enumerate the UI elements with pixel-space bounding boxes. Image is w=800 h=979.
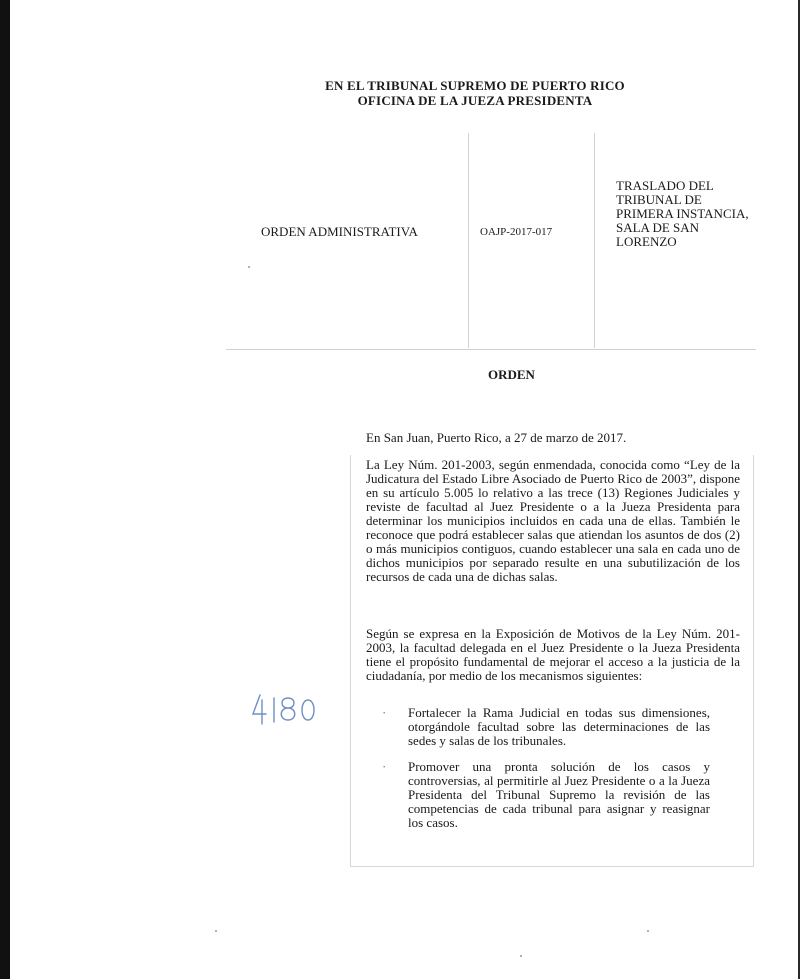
handwriting-drawing — [250, 690, 330, 730]
paragraph-2: Según se expresa en la Exposición de Motivos de la Ley Núm. 201-2003, la facultad delegada en el Juez Presidente o la Jueza Presidenta tiene el propósito fundamental de mejorar el acceso a la justicia de la ciudadanía, por medio de los mecanismos siguientes: — [366, 626, 740, 683]
caption-rule-1 — [468, 133, 469, 348]
caption-rule-2 — [594, 133, 595, 348]
order-subject — [616, 179, 749, 249]
list-item-text: Promover una pronta solución de los casos y controversias, al permitirle al Juez Presidente o a la Jueza Presidenta del Tribunal Supremo la revisión de las competencias de cada tribunal para asignar y reasignar los casos. — [408, 759, 710, 830]
scan-speck — [647, 930, 649, 932]
subject-line: SALA DE SAN — [616, 220, 700, 235]
body-bottom-rule — [350, 866, 754, 867]
body-left-rule — [350, 455, 351, 867]
subject-line: LORENZO — [616, 234, 677, 249]
subject-line: TRIBUNAL DE — [616, 192, 702, 207]
scan-speck — [215, 930, 217, 932]
scan-border-left — [0, 0, 10, 979]
date-line: En San Juan, Puerto Rico, a 27 de marzo de 2017. — [366, 430, 627, 445]
order-number: OAJP-2017-017 — [480, 226, 553, 238]
mechanisms-list — [382, 706, 710, 842]
list-item — [382, 706, 710, 748]
order-type: ORDEN ADMINISTRATIVA — [261, 224, 418, 239]
subject-line: PRIMERA INSTANCIA, — [616, 206, 749, 221]
scan-speck — [248, 266, 250, 268]
list-item-text: Fortalecer la Rama Judicial en todas sus dimensiones, otorgándole facultad sobre las determinaciones de las sedes y salas de los tribunales. — [408, 705, 710, 748]
office-name: OFICINA DE LA JUEZA PRESIDENTA — [357, 93, 593, 108]
document-header — [300, 78, 650, 108]
handwritten-number — [250, 690, 330, 735]
list-item — [382, 760, 710, 830]
body-right-rule — [753, 455, 754, 867]
order-title: ORDEN — [488, 367, 535, 382]
paragraph-1: La Ley Núm. 201-2003, según enmendada, conocida como “Ley de la Judicatura del Estado Libre Asociado de Puerto Rico de 2003”, dispone en su artículo 5.005 lo relativo a las trece (13) Regiones Judiciales y reviste de facultad al Juez Presidente o a la Jueza Presidenta para determinar los municipios incluidos en cada una de ellas. También le reconoce que podrá establecer salas que atiendan los asuntos de dos (2) o más municipios contiguos, cuando establecer una sala en cada uno de dichos municipios por separado resulte en una subutilización de los recursos de cada una de dichas salas. — [366, 457, 740, 584]
caption-bottom-rule — [226, 349, 756, 350]
bullet-icon: · — [382, 759, 387, 774]
court-name: EN EL TRIBUNAL SUPREMO DE PUERTO RICO — [325, 78, 625, 93]
subject-line: TRASLADO DEL — [616, 178, 714, 193]
bullet-icon: · — [382, 705, 387, 720]
scan-speck — [520, 955, 522, 957]
